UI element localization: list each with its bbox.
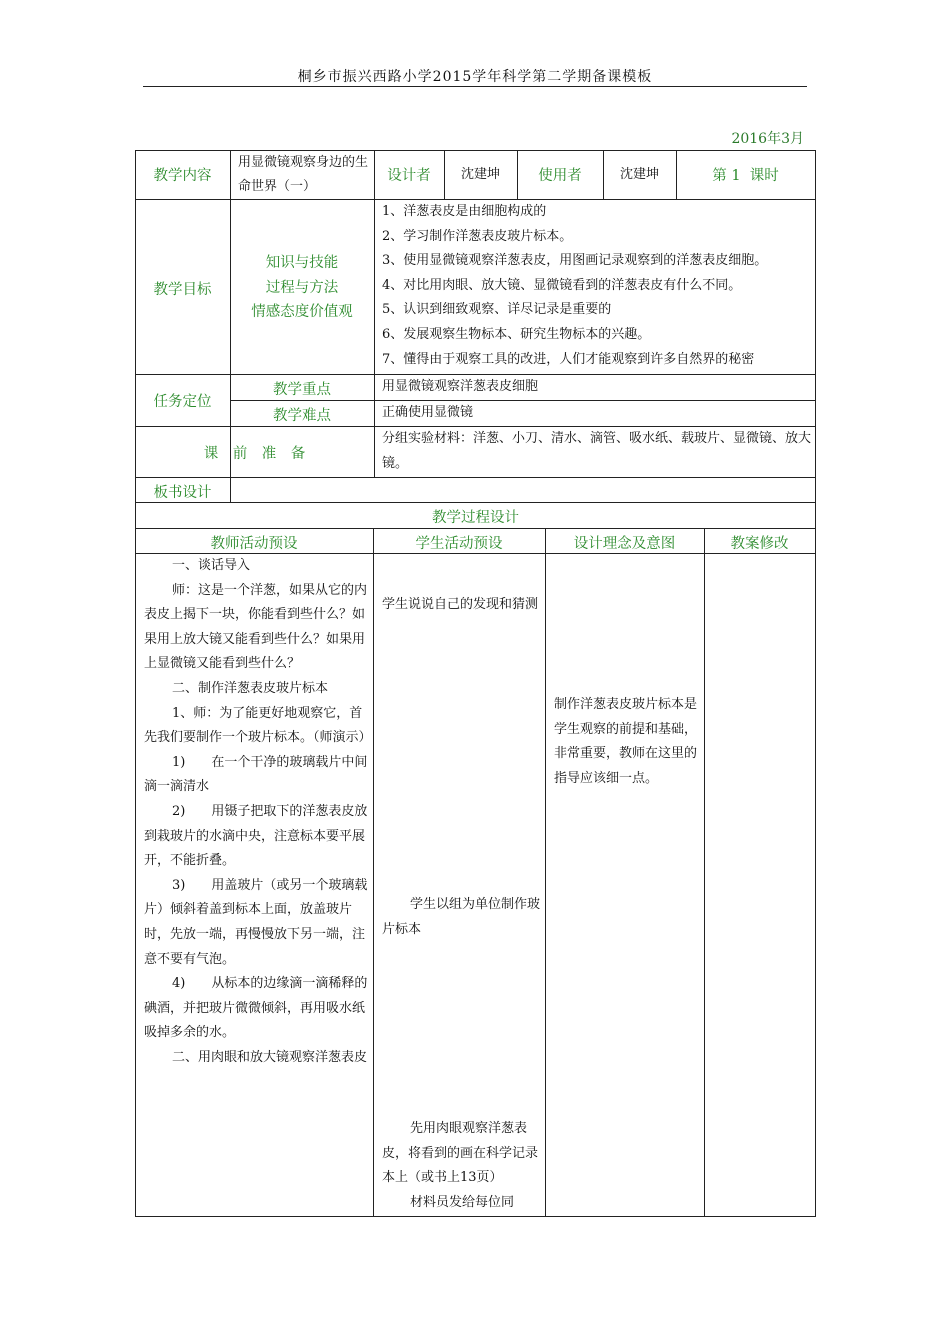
content-label: 教学内容 bbox=[153, 168, 212, 184]
date-label: 2016年3月 bbox=[731, 131, 804, 147]
user-label: 使用者 bbox=[538, 168, 582, 184]
goal-item: 2、学习制作洋葱表皮玻片标本。 bbox=[382, 228, 573, 244]
student-activity: 学生说说自己的发现和猜测 bbox=[382, 597, 539, 612]
goals-label: 教学目标 bbox=[153, 282, 212, 298]
teacher-step: 二、制作洋葱表皮玻片标本 bbox=[172, 680, 329, 696]
process-title: 教学过程设计 bbox=[432, 510, 519, 526]
teacher-step: 4) 从标本的边缘滴一滴稀释的碘酒，并把玻片微微倾斜，再用吸水纸吸掉多余的水。 bbox=[144, 976, 368, 1041]
goal-item: 1、洋葱表皮是由细胞构成的 bbox=[382, 204, 547, 219]
goals-dimensions bbox=[230, 251, 374, 325]
teacher-step: 一、谈话导入 bbox=[172, 558, 251, 573]
student-activity: 学生以组为单位制作玻片标本 bbox=[382, 897, 541, 937]
student-activity: 先用肉眼观察洋葱表皮，将看到的画在科学记录本上（或书上13页） bbox=[382, 1121, 539, 1186]
col-idea-header: 设计理念及意图 bbox=[573, 536, 676, 552]
designer-label: 设计者 bbox=[387, 168, 431, 184]
col-revise-header: 教案修改 bbox=[730, 536, 789, 552]
teacher-activities bbox=[144, 554, 372, 1070]
student-activity: 材料员发给每位同 bbox=[410, 1195, 515, 1210]
goals-list bbox=[382, 200, 814, 372]
goal-item: 7、懂得由于观察工具的改进，人们才能观察到许多自然界的秘密 bbox=[382, 351, 755, 367]
prep-value: 分组实验材料：洋葱、小刀、清水、滴管、吸水纸、载玻片、显微镜、放大镜。 bbox=[382, 431, 812, 471]
goal-item: 4、对比用肉眼、放大镜、显微镜看到的洋葱表皮有什么不同。 bbox=[382, 277, 742, 293]
prep-label: 课 前 准 备 bbox=[203, 446, 306, 462]
teacher-step: 3) 用盖玻片（或另一个玻璃载片）倾斜着盖到标本上面，放盖玻片时，先放一端，再慢慢放下另一端，注意不要有气泡。 bbox=[144, 877, 368, 967]
teacher-step: 2) 用镊子把取下的洋葱表皮放到栽玻片的水滴中央，注意标本要平展开，不能折叠。 bbox=[144, 803, 368, 869]
teacher-step: 1) 在一个干净的玻璃载片中间滴一滴清水 bbox=[144, 754, 368, 795]
goal-dimension-attitude: 情感态度价值观 bbox=[251, 304, 353, 320]
teacher-step: 二、用肉眼和放大镜观察洋葱表皮 bbox=[172, 1049, 368, 1065]
col-teacher-header: 教师活动预设 bbox=[210, 536, 298, 552]
header-divider bbox=[143, 86, 807, 87]
col-student-header: 学生活动预设 bbox=[415, 536, 503, 552]
board-label: 板书设计 bbox=[153, 485, 212, 501]
key-point-label: 教学重点 bbox=[273, 382, 331, 398]
designer-value: 沈建坤 bbox=[460, 167, 500, 182]
difficulty-label: 教学难点 bbox=[273, 408, 331, 424]
goal-item: 3、使用显微镜观察洋葱表皮，用图画记录观察到的洋葱表皮细胞。 bbox=[382, 253, 768, 269]
goal-item: 6、发展观察生物标本、研究生物标本的兴趣。 bbox=[382, 326, 651, 342]
design-idea: 制作洋葱表皮玻片标本是学生观察的前提和基础，非常重要，教师在这里的指导应该细一点。 bbox=[554, 697, 698, 786]
difficulty-value: 正确使用显微镜 bbox=[382, 405, 474, 420]
page-header-title: 桐乡市振兴西路小学2015学年科学第二学期备课模板 bbox=[297, 69, 653, 85]
goal-dimension-knowledge: 知识与技能 bbox=[265, 255, 339, 271]
period-label: 第 1 课时 bbox=[712, 168, 779, 184]
teacher-step: 1、师：为了能更好地观察它，首先我们要制作一个玻片标本。（师演示） bbox=[144, 705, 372, 746]
goal-dimension-process: 过程与方法 bbox=[265, 279, 339, 296]
content-value: 用显微镜观察身边的生命世界（一） bbox=[238, 155, 369, 194]
user-value: 沈建坤 bbox=[619, 167, 659, 182]
task-label: 任务定位 bbox=[153, 394, 212, 410]
teacher-step: 师：这是一个洋葱，如果从它的内表皮上揭下一块，你能看到些什么？如果用上放大镜又能看到些什么？如果用上显微镜又能看到些什么？ bbox=[144, 582, 368, 672]
key-point-value: 用显微镜观察洋葱表皮细胞 bbox=[382, 379, 539, 394]
goal-item: 5、认识到细致观察、详尽记录是重要的 bbox=[382, 302, 612, 318]
